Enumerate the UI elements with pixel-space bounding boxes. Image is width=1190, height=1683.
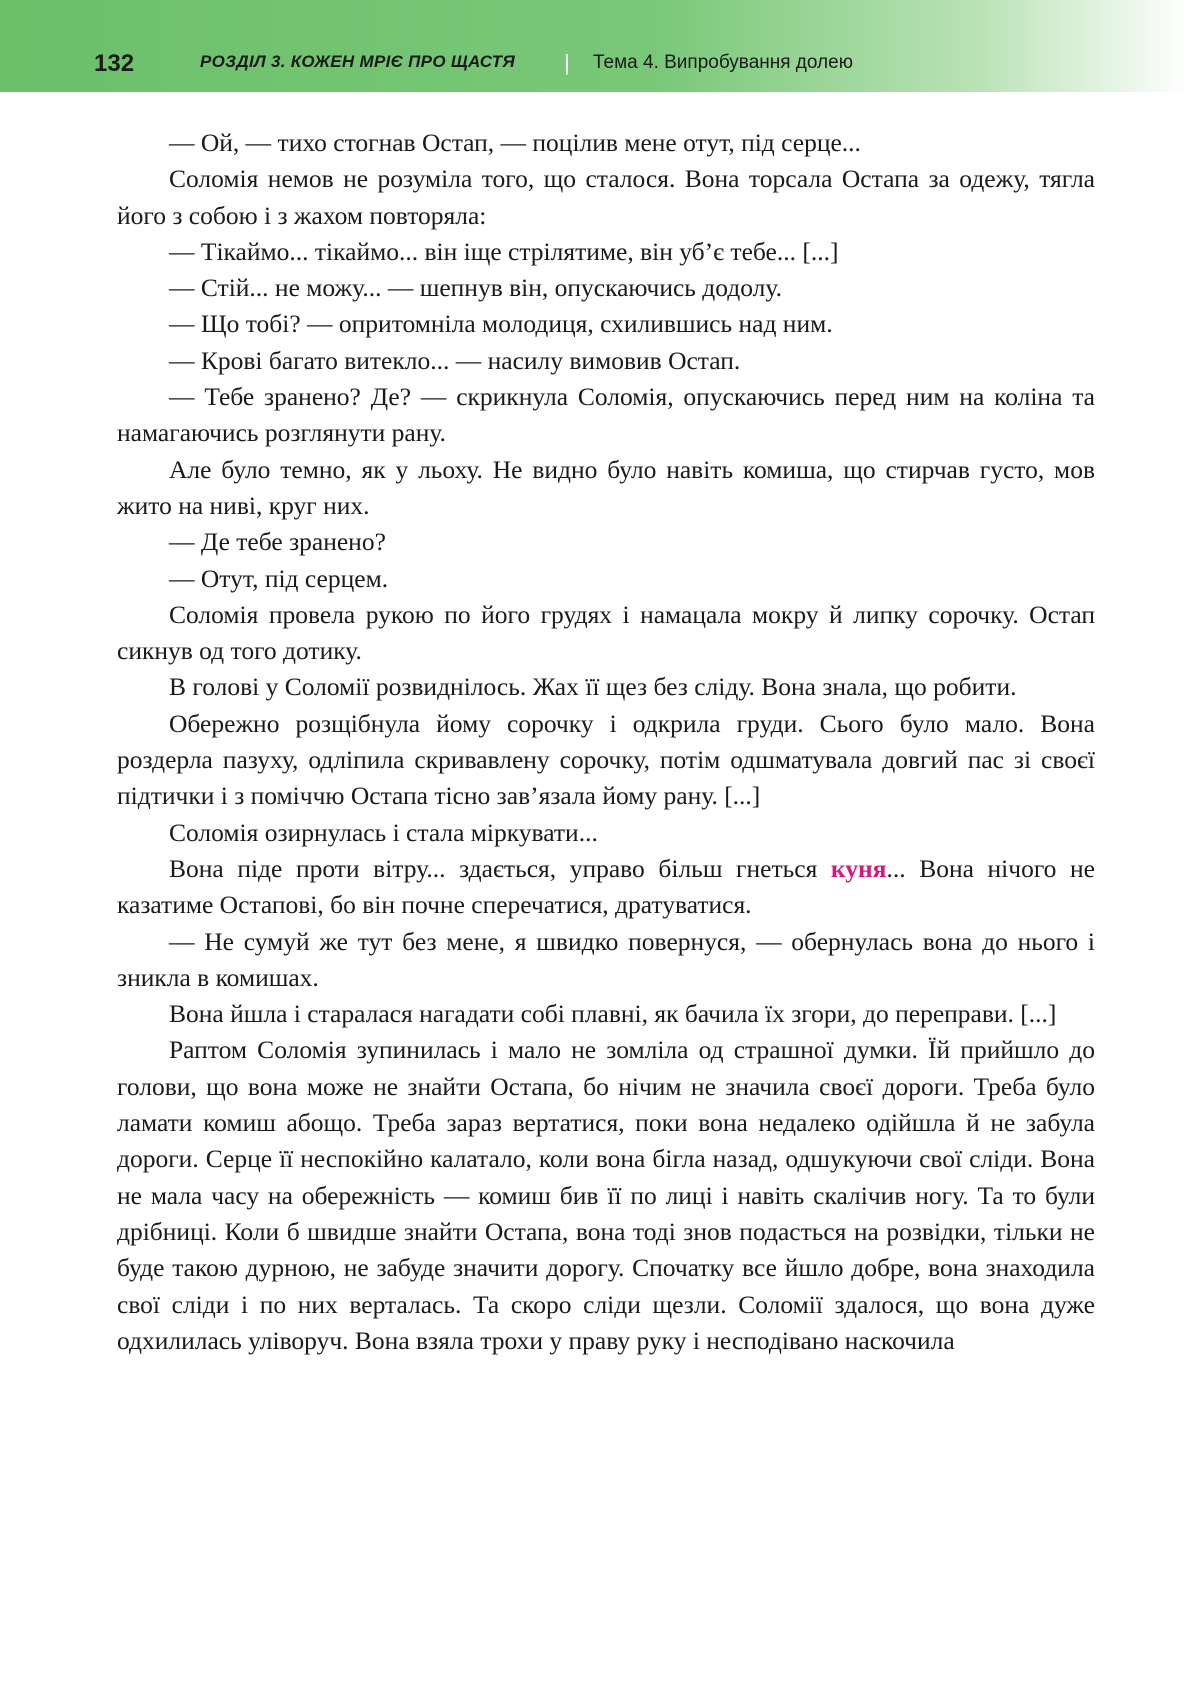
paragraph: Соломія озирнулась і стала міркувати... (169, 817, 598, 847)
text-body (117, 125, 1095, 1359)
paragraph: — Отут, під серцем. (169, 563, 389, 593)
paragraph: — Ой, — тихо стогнав Остап, — поцілив мене отут, під серце... (169, 128, 861, 157)
paragraph: — Крові багато витекло... — насилу вимовив Остап. (169, 345, 741, 375)
topic-title: Тема 4. Випробування долею (593, 52, 853, 73)
paragraph: Соломія немов не розуміла того, що сталося. Вона торсала Остапа за одежу, тягла його з собою і з жахом повторяла: (117, 164, 1095, 230)
paragraph: В голові у Соломії розвиднілось. Жах її щез без сліду. Вона знала, що робити. (169, 672, 1017, 702)
paragraph-text: Вона піде проти вітру... здається, управо більш гнеться (169, 853, 831, 883)
highlighted-word: куня (830, 853, 887, 883)
section-title: РОЗДІЛ 3. КОЖЕН МРІЄ ПРО ЩАСТЯ (200, 52, 516, 71)
paragraph: — Тікаймо... тікаймо... він іще стрілятиме, він уб’є тебе... [...] (169, 236, 839, 266)
paragraph: — Тебе зранено? Де? — скрикнула Соломія, опускаючись перед ним на коліна та намагаючись розглянути рану. (117, 382, 1095, 448)
paragraph: Але було темно, як у льоху. Не видно було навіть комиша, що стирчав густо, мов жито на ниві, круг них. (117, 454, 1095, 520)
paragraph: — Не сумуй же тут без мене, я швидко повернуся, — обернулась вона до нього і зникла в комишах. (117, 926, 1095, 992)
paragraph: Соломія провела рукою по його грудях і намацала мокру й липку сорочку. Остап сикнув од того дотику. (117, 599, 1095, 666)
header-separator: | (564, 50, 570, 75)
page-number: 132 (94, 50, 135, 77)
page-header (0, 0, 1190, 92)
paragraph: Обережно розщібнула йому сорочку і одкрила груди. Сього було мало. Вона роздерла пазуху, одліпила скривавлену сорочку, потім одшматувала довгий пас зі своєї підтички і з поміччю Остапа тісно зав’язала йому рану. [...] (117, 708, 1095, 811)
paragraph: — Де тебе зранено? (169, 527, 386, 557)
paragraph: — Стій... не можу... — шепнув він, опускаючись додолу. (169, 273, 782, 303)
paragraph: Раптом Соломія зупинилась і мало не зомліла од страшної думки. Їй прийшло до голови, що вона може не знайти Остапа, бо нічим не значила своєї дороги. Треба було ламати комиш абощо. Треба зараз вертатися, поки вона недалеко одійшла й не забула дороги. Серце її неспокійно калатало, коли вона бігла назад, одшукуючи свої сліди. Вона не мала часу на обережність — комиш бив її по лиці і навіть скалічив ногу. Та то були дрібниці. Коли б швидше знайти Остапа, вона тоді знов подасться на розвідки, тільки не буде такою дурною, не забуде значити дорогу. Спочатку все йшло добре, вона знаходила свої сліди і по них верталась. Та скоро сліди щезли. Соломії здалося, що вона дуже одхилилась уліворуч. Вона взяла трохи у праву руку і несподівано наскочила (117, 1035, 1095, 1355)
paragraph: Вона йшла і старалася нагадати собі плавні, як бачила їх згори, до переправи. [...] (169, 999, 1057, 1029)
paragraph: — Що тобі? — опритомніла молодиця, схилившись над ним. (169, 309, 833, 339)
paragraph-text: ... Вона нічого не казатиме Остапові, бо він почне сперечатися, дратуватися. (117, 853, 1095, 920)
paragraph-with-highlight (117, 851, 1095, 924)
